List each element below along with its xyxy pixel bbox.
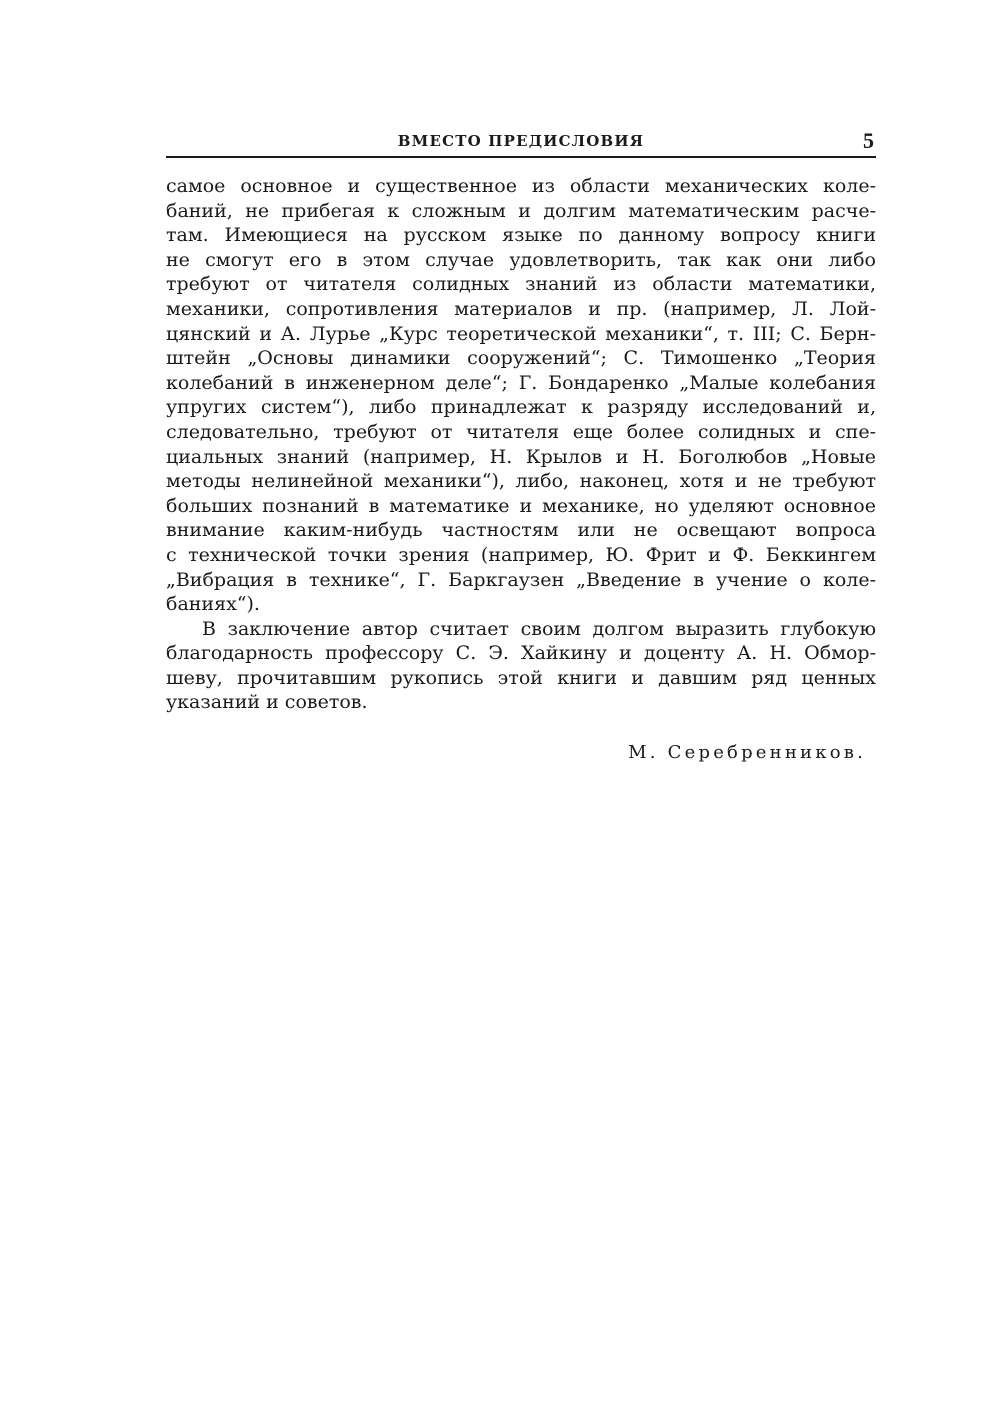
text-line: больших познаний в математике и механике, но уделяют основное — [166, 494, 876, 517]
paragraph-2 — [166, 617, 876, 715]
text-line: шеву, прочитавшим рукопись этой книги и давшим ряд ценных — [166, 666, 876, 689]
text-line: там. Имеющиеся на русском языке по данному вопросу книги — [166, 224, 876, 247]
text-line: следовательно, требуют от читателя еще более солидных и спе- — [166, 420, 876, 443]
running-header — [166, 128, 876, 156]
text-line: цянский и А. Лурье „Курс теоретической механики“, т. III; С. Берн- — [166, 322, 876, 345]
text-line: самое основное и существенное из области механических коле- — [166, 175, 876, 197]
text-line: штейн „Основы динамики сооружений“; С. Тимошенко „Теория — [166, 347, 876, 370]
author-signature: М. Серебренников. — [628, 742, 866, 763]
text-line: механики, сопротивления материалов и пр. (например, Л. Лой- — [166, 297, 876, 320]
text-line: В заключение автор считает своим долгом выразить глубокую — [202, 617, 876, 640]
text-line: указаний и советов. — [166, 691, 368, 714]
text-line: с технической точки зрения (например, Ю. Фрит и Ф. Беккингем — [166, 543, 876, 566]
header-rule — [166, 156, 876, 158]
text-line: циальных знаний (например, Н. Крылов и Н. Боголюбов „Новые — [166, 445, 876, 468]
running-title: ВМЕСТО ПРЕДИСЛОВИЯ — [397, 132, 645, 150]
text-line: баний, не прибегая к сложным и долгим математическим расче- — [166, 199, 876, 222]
text-line: не смогут его в этом случае удовлетворить, так как они либо — [166, 248, 876, 271]
text-line: внимание каким-нибудь частностям или не освещают вопроса — [166, 519, 876, 542]
text-line: благодарность профессору С. Э. Хайкину и доценту А. Н. Обмор- — [166, 642, 876, 665]
text-line: колебаний в инженерном деле“; Г. Бондаренко „Малые колебания — [166, 371, 876, 394]
body-text — [166, 174, 876, 715]
text-line: упругих систем“), либо принадлежат к разряду исследований и, — [166, 396, 876, 419]
text-line: баниях“). — [166, 593, 260, 616]
text-line: требуют от читателя солидных знаний из области математики, — [166, 273, 876, 296]
text-line: методы нелинейной механики“), либо, наконец, хотя и не требуют — [166, 470, 876, 493]
page-number: 5 — [863, 128, 874, 153]
text-line: „Вибрация в технике“, Г. Баркгаузен „Введение в учение о коле- — [166, 568, 876, 591]
paragraph-1 — [166, 174, 876, 617]
